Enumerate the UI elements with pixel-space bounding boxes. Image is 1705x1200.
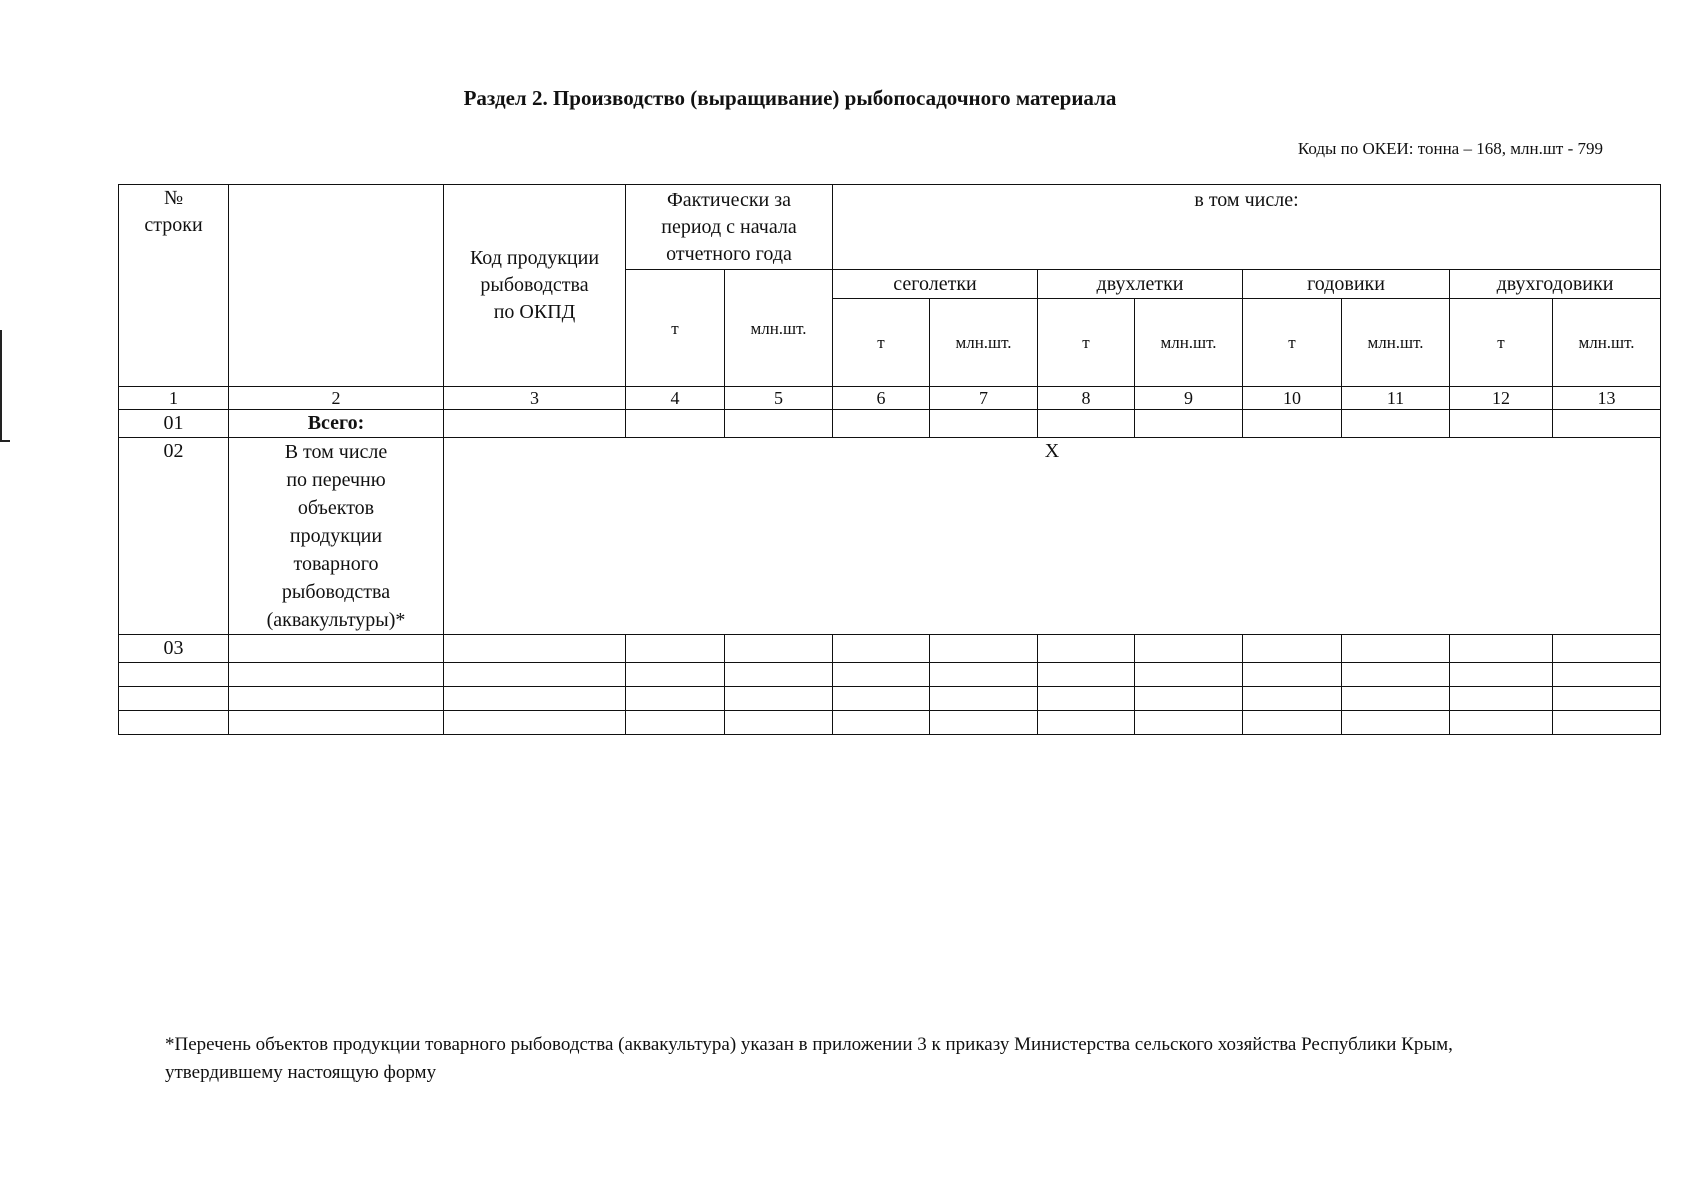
header-row-number: № строки: [119, 185, 229, 387]
table-cell: [1450, 410, 1553, 438]
header-two-year-mln: млн.шт.: [1553, 299, 1661, 387]
table-cell: [725, 687, 833, 711]
header-actual-period: Фактически за период с начала отчетного года: [626, 185, 833, 270]
table-cell: [833, 410, 930, 438]
table-row: [119, 687, 1661, 711]
table-cell: [930, 687, 1038, 711]
table-cell: [930, 635, 1038, 663]
scan-edge-tick: [0, 440, 10, 442]
header-product-code: Код продукции рыбоводства по ОКПД: [444, 185, 626, 387]
table-cell: [1135, 711, 1243, 735]
table-cell: [626, 410, 725, 438]
header-group-yearlings: годовики: [1243, 270, 1450, 299]
header-yearlings-mln: млн.шт.: [1342, 299, 1450, 387]
col-number: 10: [1243, 387, 1342, 410]
col-number: 11: [1342, 387, 1450, 410]
header-fingerlings-t: т: [833, 299, 930, 387]
table-cell: [1038, 635, 1135, 663]
table-cell: [1342, 663, 1450, 687]
table-cell: [1135, 663, 1243, 687]
header-actual-mln: млн.шт.: [725, 270, 833, 387]
scan-edge-mark: [0, 330, 2, 440]
col-number: 3: [444, 387, 626, 410]
table-cell: [444, 635, 626, 663]
column-numbers-row: [119, 387, 1661, 410]
table-cell: [229, 711, 444, 735]
table-row: [119, 663, 1661, 687]
table-cell: [119, 711, 229, 735]
header-yearlings-t: т: [1243, 299, 1342, 387]
table-cell: [1243, 663, 1342, 687]
table-cell: [444, 711, 626, 735]
table-cell: [626, 635, 725, 663]
header-group-two-year: двухгодовики: [1450, 270, 1661, 299]
table-cell: [833, 635, 930, 663]
row-number: 01: [119, 410, 229, 438]
table-cell: [444, 410, 626, 438]
header-two-summer-mln: млн.шт.: [1135, 299, 1243, 387]
table-row: [119, 711, 1661, 735]
table-cell: [1243, 711, 1342, 735]
table-row: [119, 635, 1661, 663]
col-number: 1: [119, 387, 229, 410]
table-cell: [229, 635, 444, 663]
row-label-total: Всего:: [229, 410, 444, 438]
table-cell: [444, 663, 626, 687]
table-cell: [930, 410, 1038, 438]
table-cell: [444, 687, 626, 711]
table-cell: [1135, 410, 1243, 438]
table-cell: [1135, 635, 1243, 663]
table-cell: [1342, 711, 1450, 735]
table-cell: [119, 663, 229, 687]
table-cell: [229, 663, 444, 687]
header-group-two-summer: двухлетки: [1038, 270, 1243, 299]
table-cell: [1038, 687, 1135, 711]
table-cell: [1243, 687, 1342, 711]
table-cell: [725, 410, 833, 438]
table-cell: [626, 687, 725, 711]
table-cell: [1243, 410, 1342, 438]
table-cell: [626, 663, 725, 687]
production-table: [118, 184, 1661, 735]
col-number: 5: [725, 387, 833, 410]
col-number: 9: [1135, 387, 1243, 410]
row-number: 03: [119, 635, 229, 663]
table-cell: [930, 663, 1038, 687]
table-cell: [725, 711, 833, 735]
table-cell: [1553, 687, 1661, 711]
table-cell: [1450, 687, 1553, 711]
table-cell: [725, 663, 833, 687]
table-row-total: [119, 410, 1661, 438]
table-cell: [229, 687, 444, 711]
table-cell: [1450, 663, 1553, 687]
header-including: в том числе:: [833, 185, 1661, 270]
table-cell: [1342, 410, 1450, 438]
table-cell: [1553, 711, 1661, 735]
table-cell: [833, 663, 930, 687]
table-cell: [626, 711, 725, 735]
header-col2: [229, 185, 444, 387]
table-cell: [1553, 410, 1661, 438]
table-cell: [1450, 711, 1553, 735]
table-cell: [1038, 410, 1135, 438]
table-cell: [1135, 687, 1243, 711]
col-number: 2: [229, 387, 444, 410]
col-number: 12: [1450, 387, 1553, 410]
header-two-year-t: т: [1450, 299, 1553, 387]
col-number: 6: [833, 387, 930, 410]
table-cell: [1553, 635, 1661, 663]
col-number: 7: [930, 387, 1038, 410]
table-cell: [1038, 663, 1135, 687]
col-number: 13: [1553, 387, 1661, 410]
header-group-fingerlings: сеголетки: [833, 270, 1038, 299]
table-cell: [1243, 635, 1342, 663]
section-title: Раздел 2. Производство (выращивание) рыбопосадочного материала: [463, 86, 1117, 110]
header-row-1: [119, 185, 1661, 270]
col-number: 8: [1038, 387, 1135, 410]
table-cell: [119, 687, 229, 711]
table-row-including: [119, 438, 1661, 635]
table-cell: [725, 635, 833, 663]
col-number: 4: [626, 387, 725, 410]
table-cell: [1553, 663, 1661, 687]
okei-codes: Коды по ОКЕИ: тонна – 168, млн.шт - 799: [1297, 139, 1603, 158]
row-not-applicable-mark: Х: [444, 438, 1661, 635]
row-label-including: В том числе по перечню объектов продукции товарного рыбоводства (аквакультуры)*: [229, 438, 444, 635]
table-cell: [1038, 711, 1135, 735]
table-cell: [833, 687, 930, 711]
table-cell: [1450, 635, 1553, 663]
header-fingerlings-mln: млн.шт.: [930, 299, 1038, 387]
header-actual-t: т: [626, 270, 725, 387]
row-number: 02: [119, 438, 229, 635]
header-two-summer-t: т: [1038, 299, 1135, 387]
table-cell: [1342, 687, 1450, 711]
table-cell: [1342, 635, 1450, 663]
footnote: *Перечень объектов продукции товарного рыбоводства (аквакультура) указан в приложении 3 к приказу Министерства сельского хозяйства Республики Крым, утвердившему настоящую форму: [165, 1034, 1453, 1083]
table-cell: [930, 711, 1038, 735]
table-cell: [833, 711, 930, 735]
